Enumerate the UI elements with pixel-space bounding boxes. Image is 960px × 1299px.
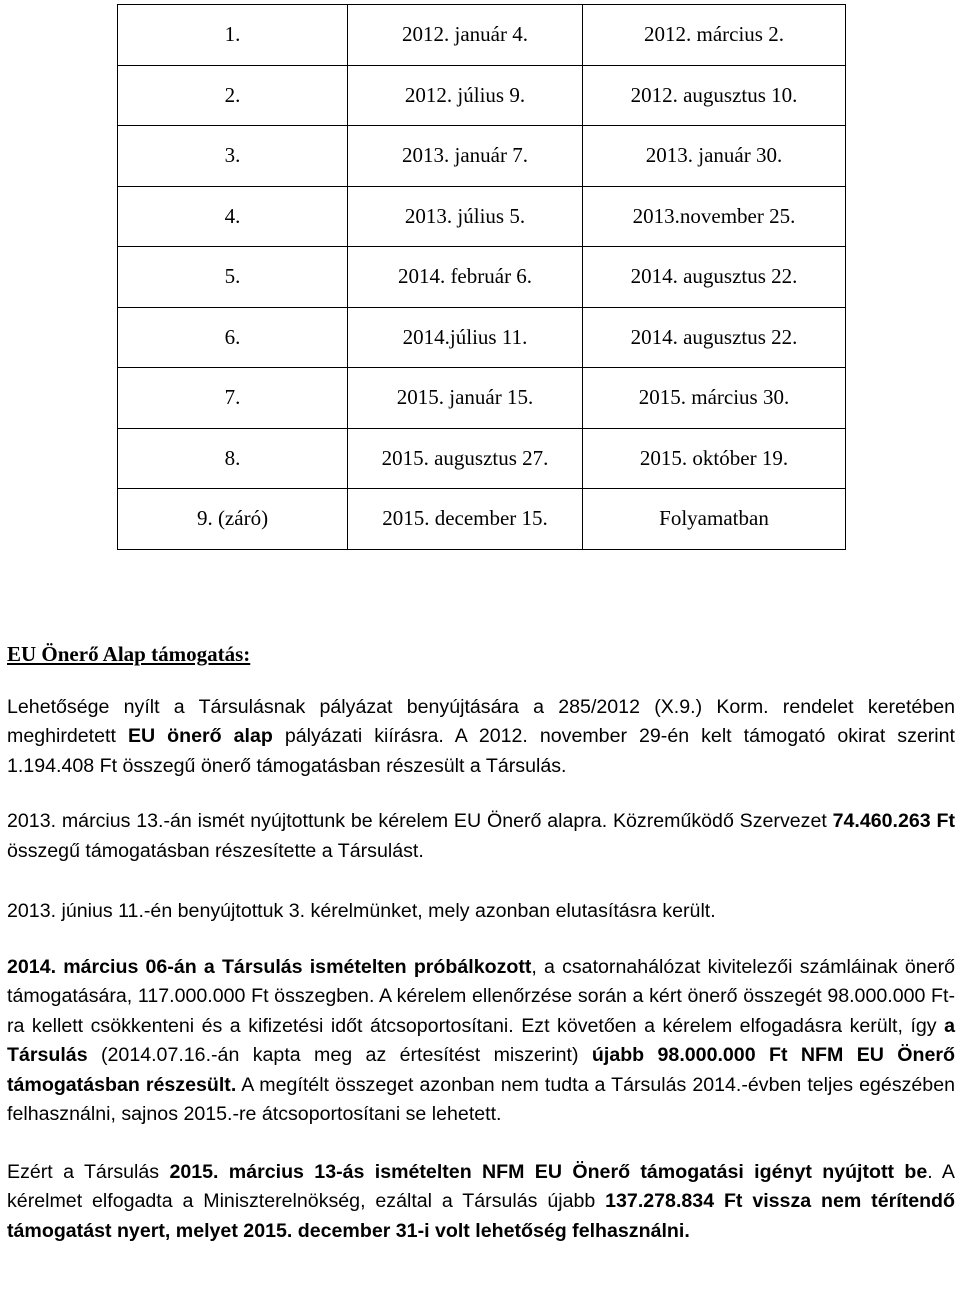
end-date: 2014. augusztus 22.	[583, 247, 846, 308]
text-run: A megítélt összeget azonban nem tudta a Társulás 2014.-évben teljes egészében felhasználni, sajnos 2015.-re átcsoportosítani se lehetett.	[7, 1073, 955, 1125]
table-row	[118, 126, 846, 187]
start-date: 2015. augusztus 27.	[348, 428, 583, 489]
schedule-table-body	[118, 5, 846, 550]
table-row	[118, 428, 846, 489]
start-date: 2014. február 6.	[348, 247, 583, 308]
text-run: . A kérelmet elfogadta a Miniszterelnökség, ezáltal a Társulás újabb	[7, 1160, 956, 1212]
bold-text: EU önerő alap	[127, 725, 273, 747]
row-number: 3.	[118, 126, 348, 187]
row-number: 7.	[118, 368, 348, 429]
table-row	[118, 5, 846, 66]
end-date: 2013. január 30.	[583, 126, 846, 187]
row-number: 1.	[118, 5, 348, 66]
end-date: 2015. március 30.	[583, 368, 846, 429]
bold-text: újabb 98.000.000 Ft NFM EU Önerő támogatásban részesült.	[7, 1044, 955, 1096]
text-run: Lehetősége nyílt a Társulásnak pályázat benyújtására a 285/2012 (X.9.) Korm. rendelet keretében meghirdetett	[7, 695, 955, 747]
start-date: 2013. január 7.	[348, 126, 583, 187]
row-number: 6.	[118, 307, 348, 368]
start-date: 2015. január 15.	[348, 368, 583, 429]
schedule-table	[117, 4, 846, 550]
paragraph-eu-fund-intro	[7, 693, 955, 782]
table-row	[118, 489, 846, 550]
text-run: (2014.07.16.-án kapta meg az értesítést miszerint)	[87, 1044, 592, 1066]
row-number: 2.	[118, 65, 348, 126]
start-date: 2014.július 11.	[348, 307, 583, 368]
section-heading: EU Önerő Alap támogatás:	[7, 642, 251, 666]
bold-text: 2014. március 06-án a Társulás ismételten próbálkozott	[7, 955, 532, 978]
text-run: Ezért a Társulás	[7, 1160, 170, 1183]
paragraph-2014-application	[7, 953, 955, 1130]
bold-text: 2015. március 13-ás ismételten NFM EU Önerő támogatási igényt nyújtott be	[169, 1160, 928, 1183]
text-run: 2013. március 13.-án ismét nyújtottunk be kérelem EU Önerő alapra. Közreműködő Szervezet	[7, 810, 833, 832]
table-row	[118, 186, 846, 247]
end-date: Folyamatban	[583, 489, 846, 550]
end-date: 2012. március 2.	[583, 5, 846, 66]
end-date: 2015. október 19.	[583, 428, 846, 489]
table-row	[118, 307, 846, 368]
row-number: 4.	[118, 186, 348, 247]
text-run: , a csatornahálózat kivitelezői számláinak önerő támogatására, 117.000.000 Ft összegben. A kérelem ellenőrzése során a kért önerő összegét 98.000.000 Ft-ra kellett csökkenteni és a kifizetési időt átcsoportosítani. Ezt követően a kérelem elfogadásra került, így	[7, 955, 955, 1037]
row-number: 9. (záró)	[118, 489, 348, 550]
end-date: 2012. augusztus 10.	[583, 65, 846, 126]
bold-text: 74.460.263 Ft	[832, 810, 955, 832]
document-body	[7, 640, 955, 1246]
start-date: 2012. július 9.	[348, 65, 583, 126]
paragraph-third-application: 2013. június 11.-én benyújtottuk 3. kérelmünket, mely azonban elutasításra került.	[7, 900, 716, 922]
text-run: összegű támogatásban részesítette a Társulást.	[7, 839, 424, 862]
end-date: 2013.november 25.	[583, 186, 846, 247]
table-row	[118, 65, 846, 126]
text-run: pályázati kiírásra. A 2012. november 29-én kelt támogató okirat szerint 1.194.408 Ft összegű önerő támogatásban részesült a Társulás.	[7, 725, 955, 777]
paragraph-second-application	[7, 807, 955, 866]
start-date: 2015. december 15.	[348, 489, 583, 550]
table-row	[118, 368, 846, 429]
row-number: 5.	[118, 247, 348, 308]
end-date: 2014. augusztus 22.	[583, 307, 846, 368]
bold-text: a Társulás	[7, 1014, 955, 1066]
start-date: 2012. január 4.	[348, 5, 583, 66]
paragraph-2015-application	[7, 1158, 955, 1247]
bold-text: 137.278.834 Ft vissza nem térítendő támogatást nyert, melyet 2015. december 31-i volt lehetőség felhasználni.	[7, 1190, 955, 1242]
table-row	[118, 247, 846, 308]
start-date: 2013. július 5.	[348, 186, 583, 247]
row-number: 8.	[118, 428, 348, 489]
